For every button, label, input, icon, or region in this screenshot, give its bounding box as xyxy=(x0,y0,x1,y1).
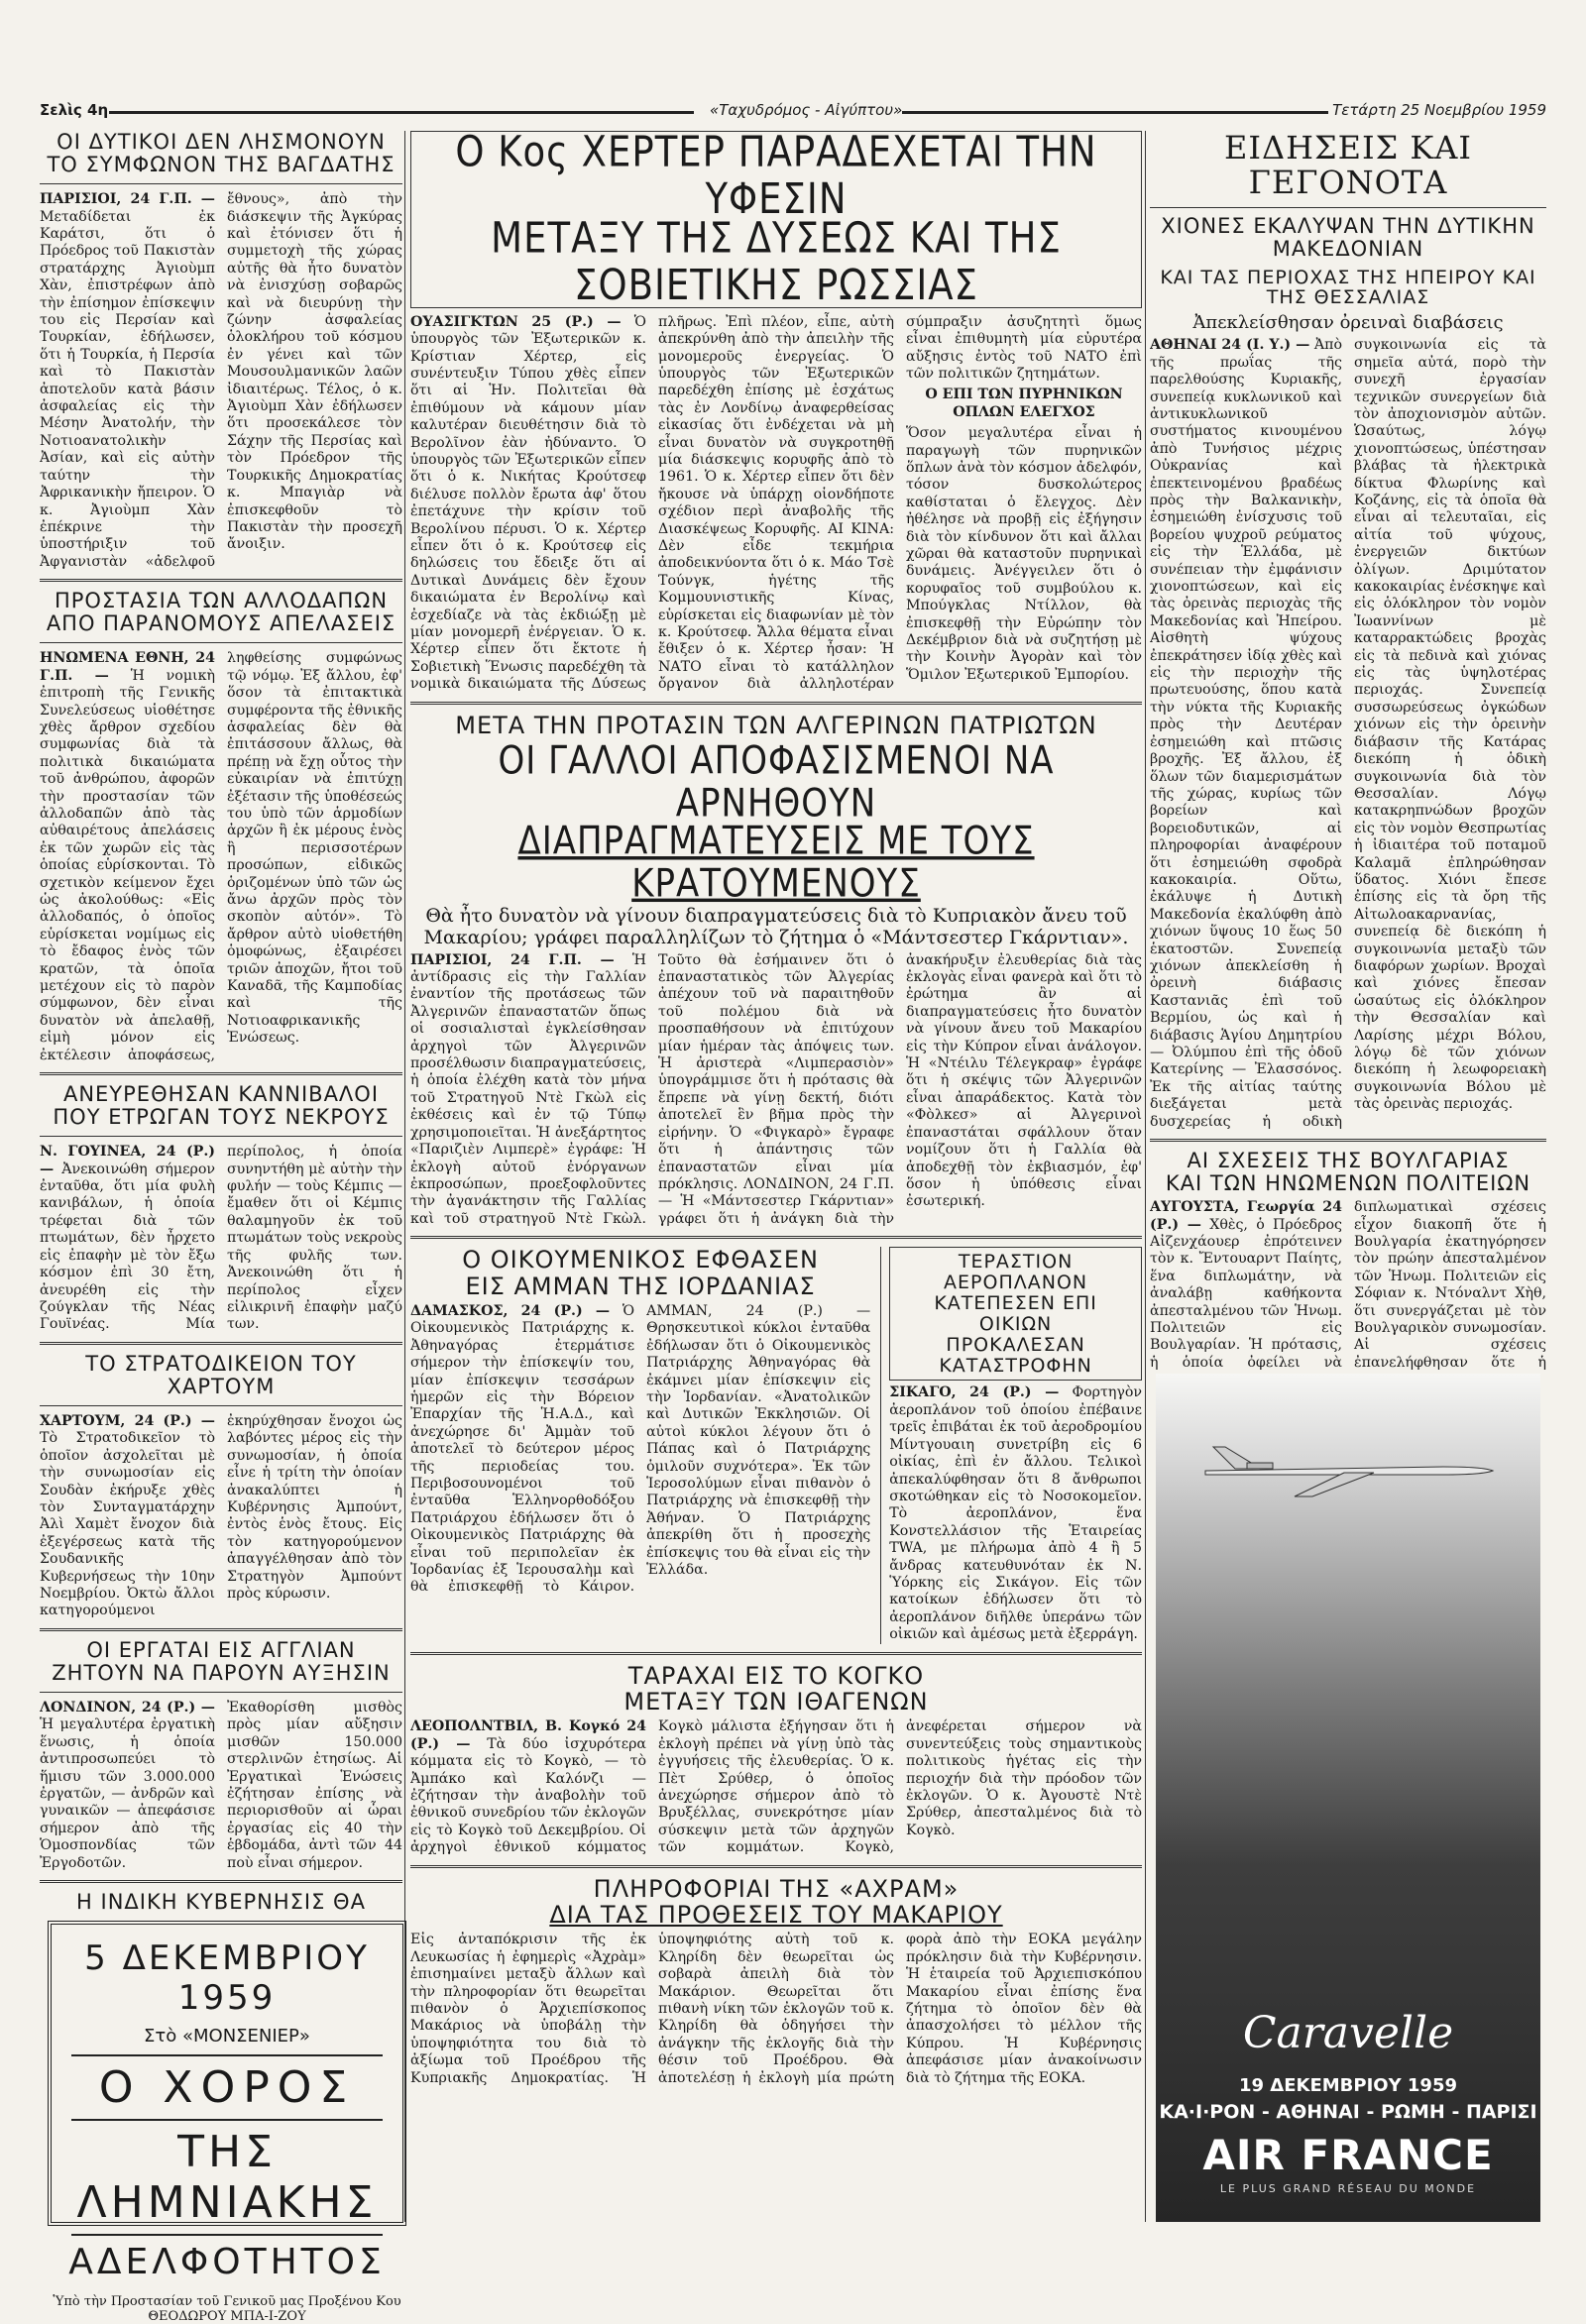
dateline: ΑΘΗΝΑΙ 24 (Ι. Υ.) — xyxy=(1150,337,1310,354)
divider xyxy=(40,1072,402,1075)
headline: ΤΟ ΣΤΡΑΤΟΔΙΚΕΙΟΝ ΤΟΥ ΧΑΡΤΟΥΜ xyxy=(85,1351,357,1398)
headline-line2: ΔΙΑ ΤΑΣ ΠΡΟΘΕΣΕΙΣ ΤΟΥ ΜΑΚΑΡΙΟΥ xyxy=(549,1901,1003,1929)
dateline: ΔΑΜΑΣΚΟΣ, 24 (Ρ.) — xyxy=(410,1302,611,1319)
body-text: Ὁ Οἰκουμενικὸς Πατριάρχης κ. Ἀθηναγόρας ἐτερμάτισε σήμερον τὴν ἐπίσκεψίν του, μίαν ἐπίσκεψιν τεσσάρων ἡμερῶν εἰς τὴν Βόρειον Ἐπαρχίαν τῆς Ἡ.Α.Δ., καὶ ἀνεχώρησε δι' Ἀμμὰν τοῦ ἀποτελεῖ τὸ δεύτερον μέρος τῆς περιοδείας του. Περιβοσουνομένοι τοῦ ἐνταῦθα Ἑλληνορθοδόξου Πατριάρχου ἐδήλωσεν ὅτι ὁ Οἰκουμενικὸς Πατριάρχης θὰ εἶναι τοῦ περιπολεῖαν ἐκ Ἰορδανίας ἐξ Ἱερουσαλὴμ καὶ θὰ ἐπισκεφθῇ τὸ Κάιρον. ΑΜΜΑΝ, 24 (Ρ.) — Θρησκευτικοὶ κύκλοι ἐνταῦθα ἐδήλωσαν ὅτι ὁ Οἰκουμενικὸς Πατριάρχης Ἀθηναγόρας θὰ ἐκάμνει μίαν ἐπίσκεψιν εἰς τὴν Ἱορδανίαν. «Ἀνατολικῶν καὶ Δυτικῶν Ἐκκλησιῶν. Οἱ αὐτοὶ κύκλοι λέγουν ὅτι ὁ Πάπας καὶ ὁ Πατριάρχης ὁμιλοῦν συχνότερα». Ἐκ τῶν Ἱεροσολύμων εἶναι πιθανὸν ὁ Πατριάρχης νὰ ἐπισκεφθῇ τὴν Ἀθήναν. Ὁ Πατριάρχης ἀπεκρίθη ὅτι ἡ προσεχὴς ἐπίσκεψις του θὰ εἶναι εἰς τὴν Ἑλλάδα. xyxy=(410,1302,871,1596)
divider xyxy=(40,1880,402,1883)
dateline: Ν. ΓΟΥΙΝΕΑ, 24 (Ρ.) — xyxy=(40,1144,215,1177)
center-mid-row xyxy=(410,1247,1142,1643)
rule xyxy=(40,642,402,643)
deck: Ἀπεκλείσθησαν ὀρειναὶ διαβάσεις xyxy=(1192,312,1504,334)
article-snow xyxy=(1150,131,1546,1131)
dateline: ΑΥΓΟΥΣΤΑ, Γεωργία 24 (Ρ.) — xyxy=(1150,1199,1342,1233)
headline: ΠΡΟΣΤΑΣΙΑ ΤΩΝ ΑΛΛΟΔΑΠΩΝ ΑΠΟ ΠΑΡΑΝΟΜΟΥΣ ΑΠΕΛΑΣΕΙΣ xyxy=(46,589,396,636)
headline-line2: ΜΕΤΑΞΥ ΤΩΝ ΙΘΑΓΕΝΩΝ xyxy=(623,1687,929,1715)
ad-title-line2: ΤΗΣ ΛΗΜΝΙΑΚΗΣ xyxy=(76,2127,378,2228)
newspaper-name: «Ταχυδρόμος - Αἰγύπτου» xyxy=(710,101,903,119)
ad-date: 5 ΔΕΚΕΜΒΡΙΟΥ 1959 xyxy=(84,1938,370,2018)
ad-date: 19 ΔΕΚΕΜΒΡΙΟΥ 1959 xyxy=(1238,2075,1457,2096)
rule xyxy=(40,1405,402,1406)
headline-line1: Ο Κος ΧΕΡΤΕΡ ΠΑΡΑΔΕΧΕΤΑΙ ΤΗΝ ΥΦΕΣΙΝ xyxy=(455,131,1097,223)
divider xyxy=(410,702,1142,705)
body-text: Εἰς ἀνταπόκρισιν τῆς ἐκ Λευκωσίας ἡ ἐφημερὶς «Ἀχρὰμ» ἐπισημαίνει μεταξὺ ἄλλων καὶ τὴν πληροφορίαν ὅτι θεωρεῖται πιθανὸν ὁ Ἀρχιεπίσκοπος Μακάριος νὰ ὑποβάλῃ τὴν ὑποψηφιότητα του διὰ τὸ ἀξίωμα τοῦ Προέδρου τῆς Κυπριακῆς Δημοκρατίας. Ἡ ὑποψηφιότης αὐτὴ τοῦ κ. Κληρίδη δὲν θεωρεῖται ὡς σοβαρὰ ἀπειλὴ διὰ τὸν Μακάριον. Θεωρεῖται ὅτι πιθανὴ νίκη τῶν ἐκλογῶν τοῦ κ. Κληρίδη θὰ ὁδηγήσει τὴν ἀνάγκην τῆς ἐκλογῆς διὰ τὴν θέσιν τοῦ Προέδρου. Θὰ ἀποτελέσῃ ἡ ἐκλογὴ μία πρώτη φορὰ ἀπὸ τὴν ΕΟΚΑ μεγάλην πρόκλησιν διὰ τὴν Κυβέρνησιν. Ἡ ἑταιρεία τοῦ Ἀρχιεπισκόπου Μακαρίου εἶναι ἐπίσης ἕνα ζήτημα τὸ ὁποῖον δὲν θὰ ἀπασχολήσει τὸ μέλλον τῆς Κύπρου. Ἡ Κυβέρνησις ἀπεφάσισε μίαν ἀνακοίνωσιν διὰ τὸ ζήτημα τῆς ΕΟΚΑ. xyxy=(410,1932,1142,2086)
headline-line3: ΠΡΟΚΑΛΕΣΑΝ ΚΑΤΑΣΤΡΟΦΗΝ xyxy=(939,1333,1092,1377)
ad-tagline: LE PLUS GRAND RÉSEAU DU MONDE xyxy=(1219,2182,1477,2195)
dateline: ΛΕΟΠΟΛΝΤΒΙΛ, Β. Κογκό 24 (Ρ.) — xyxy=(410,1718,646,1752)
article-india-oil xyxy=(40,1891,402,1915)
ad-patron: Ὑπὸ τὴν Προστασίαν τοῦ Γενικοῦ μας Προξένου Κου ΘΕΟΔΩΡΟΥ ΜΠΑ-Ι-ΖΟΥ xyxy=(53,2294,401,2324)
headline: ΟΙ ΕΡΓΑΤΑΙ ΕΙΣ ΑΓΓΛΙΑΝ ΖΗΤΟΥΝ ΝΑ ΠΑΡΟΥΝ ΑΥΞΗΣΙΝ xyxy=(52,1637,391,1685)
ad-airline: AIR FRANCE xyxy=(1202,2131,1494,2179)
ad-route: ΚΑ·Ι·ΡΟΝ - ΑΘΗΝΑΙ - ΡΩΜΗ - ΠΑΡΙΣΙ xyxy=(1159,2101,1537,2123)
dateline: ΛΟΝΔΙΝΟΝ, 24 (Ρ.) — xyxy=(40,1699,215,1715)
article-baghdad-pact xyxy=(40,131,402,571)
article-patriarch-amman xyxy=(410,1247,870,1643)
issue-date: Τετάρτη 25 Νοεμβρίου 1959 xyxy=(1332,101,1546,119)
divider xyxy=(40,579,402,582)
headline-line2: ΔΙΑΠΡΑΓΜΑΤΕΥΣΕΙΣ ΜΕ ΤΟΥΣ ΚΡΑΤΟΥΜΕΝΟΥΣ xyxy=(517,818,1035,907)
ad-venue: Στὸ «ΜΟΝΣΕΝΙΕΡ» xyxy=(144,2026,310,2047)
article-congo xyxy=(410,1663,1142,1857)
body-text: Ἡ μεγαλυτέρα ἐργατικὴ ἕνωσις, ἡ ὁποία ἀντιπροσωπεύει τὸ ἥμισυ τῶν 3.000.000 ἐργατῶν, — ἀνδρῶν καὶ γυναικῶν — ἀπεφάσισε σήμερον ἀπὸ τῆς Ὁμοσπονδίας τῶν Ἐργοδοτῶν. Ἐκαθορίσθη μισθὸς πρὸς μίαν αὔξησιν μισθῶν 150.000 στερλινῶν ἐτησίως. Αἱ Ἐργατικαὶ Ἑνώσεις ἐζήτησαν ἐπίσης νὰ περιορισθοῦν αἱ ὧραι ἐργασίας εἰς 40 τὴν ἑβδομάδα, ἀντὶ τῶν 44 ποὺ εἶναι σήμερον. xyxy=(40,1699,402,1871)
dateline: ΟΥΑΣΙΓΚΤΩΝ 25 (Ρ.) — xyxy=(410,313,622,330)
divider xyxy=(40,1628,402,1631)
advertisement-dance xyxy=(48,1921,406,2324)
divider xyxy=(410,1236,1142,1239)
headline-line1: ΧΙΟΝΕΣ ΕΚΑΛΥΨΑΝ ΤΗΝ ΔΥΤΙΚΗΝ ΜΑΚΕΔΟΝΙΑΝ xyxy=(1161,214,1535,262)
body-text: Τὰ δύο ἰσχυρότερα κόμματα εἰς τὸ Κογκὸ, — τὸ Ἀμπάκο καὶ Καλόνζι — ἐζήτησαν τὴν ἀναβολὴν τοῦ ἐθνικοῦ συνεδρίου τῶν ἐκλογῶν εἰς τὸ Κογκὸ τοῦ Δεκεμβρίου. Οἱ ἀρχηγοὶ ἐθνικοῦ κόμματος Κογκὸ μάλιστα ἐξήγησαν ὅτι ἡ ἐκλογὴ πρέπει νὰ γίνῃ ὑπὸ τὰς ἐγγυήσεις τῆς ἐλευθερίας. Ὁ κ. Πὲτ Σρύθερ, ὁ ὁποῖος ἀνεχώρησε σήμερον ἀπὸ τὸ Βρυξέλλας, συνεκρότησε μίαν σύσκεψιν μετὰ τῶν ἀρχηγῶν τῶν κομμάτων. Κογκὸ, ἀνεφέρεται σήμερον νὰ συνεντεύξεις τοὺς σημαντικοὺς πολιτικοὺς ἡγέτας εἰς τὴν περιοχήν διὰ τὴν πρόοδον τῶν ἐκλογῶν. Ὁ κ. Ἀγουστὲ Ντὲ Σρύθερ, ἀπεσταλμένος διὰ τὸ Κογκὸ. xyxy=(410,1718,1142,1856)
body-text: Ἡ ἀντίδρασις εἰς τὴν Γαλλίαν ἐναντίον τῆς προτάσεως τῶν Ἀλγερινῶν ἐπαναστατῶν ὅπως οἱ σοσιαλισταὶ ἐγκλείσθησαν ἀρχηγοὶ τῶν Ἀλγερινῶν προσέλθωσιν διαπραγματεύσεις, ἡ ὁποία ἐλέχθη κατὰ τὸν μήνα τοῦ Στρατηγοῦ Ντὲ Γκὼλ εἰς ἐκθέσεις καὶ ἐν τῷ Τύπῳ χρησιμοποιεῖται. Ἡ ἀνεξάρτητος «Παριζιὲν Λιμπερὲ» ἐγράφε: Ἡ ἐκλογὴ αὐτοῦ ἐνόργανων ἐκπροσώπων, προεξοφλοῦντες τὴν ἀγανάκτησιν τῆς Γαλλίας καὶ τοῦ στρατηγοῦ Ντὲ Γκὼλ. Τοῦτο θὰ ἐσήμαινεν ὅτι ὁ ἐπαναστατικὸς τῶν Ἀλγερίας ἀπέχουν τοῦ νὰ παραιτηθοῦν τοῦ πολέμου διὰ νὰ προσπαθήσουν νὰ ἐπιτύχουν μίαν ἡμέραν τὰς ἀπόψεις των. Ἡ ἀριστερὰ «Λιμπερασιὸν» ὑπογράμμισε ὅτι ἡ πρότασις θὰ ἔπρεπε νὰ γίνῃ δεκτή, διότι ἀποτελεῖ ἓν βῆμα πρὸς τὴν εἰρήνην. Ὁ «Φιγκαρὸ» ἔγραφε ὅτι ἡ ἀπάντησις τῶν ἐπαναστατῶν εἶναι μία πρόκλησις. ΛΟΝΔΙΝΟΝ, 24 Γ.Π. — Ἡ «Μάντσεστερ Γκάρντιαν» γράφει ὅτι ἡ ἀνάγκη διὰ τὴν ἀνακήρυξιν ἐλευθερίας διὰ τὰς ἐκλογὰς εἶναι φανερὰ καὶ ὅτι τὸ ἐρώτημα ἂν αἱ διαπραγματεύσεις ἦτο δυνατὸν νὰ γίνουν ἄνευ τοῦ Μακαρίου εἰς τὴν Κύπρον εἶναι ἀνάλογον. Ἡ «Ντέιλυ Τέλεγκραφ» ἐγράφε ὅτι ἡ σκέψις τῶν Ἀλγερινῶν εἶναι ἀπαράδεκτος. Κατὰ τὸν «Φὸλκεσ» αἱ Ἀλγερινοὶ ἐπαναστάται σφάλλουν ὅταν νομίζουν ὅτι ἡ Γαλλία θὰ ἀποδεχθῇ τὸν ἐκβιασμόν, ἐφ' ὅσον ἡ ὑπόθεσις εἶναι ἐσωτερική. xyxy=(410,951,1142,1227)
column-divider-right xyxy=(1145,131,1146,2222)
headline-line2: ΕΙΣ ΑΜΜΑΝ ΤΗΣ ΙΟΡΔΑΝΙΑΣ xyxy=(465,1272,816,1300)
headline-box xyxy=(410,131,1142,308)
article-bulgaria xyxy=(1150,1150,1546,1370)
deck: Θὰ ἦτο δυνατὸν νὰ γίνουν διαπραγματεύσεις διὰ τὸ Κυπριακὸν ἄνευ τοῦ Μακαρίου; γράφει παραλληλίζων τὸ ζήτημα ὁ «Μάντσεστερ Γκάρντιαν». xyxy=(423,904,1129,948)
article-body xyxy=(410,314,1142,694)
article-body xyxy=(410,1303,870,1597)
rule xyxy=(40,183,402,184)
rule xyxy=(40,1136,402,1137)
rule xyxy=(1150,207,1546,208)
rule xyxy=(71,2119,383,2121)
article-algeria xyxy=(410,713,1142,1228)
article-body xyxy=(410,952,1142,1229)
dateline: ΣΙΚΑΓΟ, 24 (Ρ.) — xyxy=(889,1384,1060,1401)
dateline: ΠΑΡΙΣΙΟΙ, 24 Γ.Π. — xyxy=(40,191,215,208)
airplane-icon xyxy=(1195,1433,1503,1502)
article-body xyxy=(1150,1199,1546,1370)
article-body xyxy=(889,1384,1142,1643)
dateline: ΠΑΡΙΣΙΟΙ, 24 Γ.Π. — xyxy=(410,951,615,968)
divider xyxy=(40,1342,402,1345)
center-column xyxy=(410,131,1142,2222)
article-cannibals xyxy=(40,1083,402,1334)
headline-line1: ΟΙ ΓΑΛΛΟΙ ΑΠΟΦΑΣΙΣΜΕΝΟΙ ΝΑ ΑΡΝΗΘΟΥΝ xyxy=(498,738,1055,828)
dateline: ΧΑΡΤΟΥΜ, 24 (Ρ.) — xyxy=(40,1412,215,1429)
article-body xyxy=(40,1700,402,1872)
masthead-rule-right xyxy=(902,111,1328,114)
masthead-rule-left xyxy=(109,111,694,114)
left-column xyxy=(40,131,402,1915)
section-title: ΕΙΔΗΣΕΙΣ ΚΑΙ ΓΕΓΟΝΟΤΑ xyxy=(1223,131,1473,202)
article-body xyxy=(40,1144,402,1333)
dateline: ΗΝΩΜΕΝΑ ΕΘΝΗ, 24 Γ.Π. — xyxy=(40,650,215,684)
page-number: Σελὶς 4η xyxy=(40,101,109,119)
divider xyxy=(1150,1139,1546,1142)
headline: Η ΙΝΔΙΚΗ ΚΥΒΕΡΝΗΣΙΣ ΘΑ xyxy=(76,1890,366,1915)
article-body xyxy=(410,1932,1142,2087)
body-text: Φορτηγὸν ἀεροπλάνον τοῦ ὁποίου ἐπέβαινε τρεῖς ἐπιβάται ἐκ τοῦ ἀεροδρομίου Μίντγουαιη συνετρίβη εἰς 6 οἰκίας, ἐπὶ ἐν ἄλλου. Τελικοὶ ἀπεκαλύφθησαν ὅτι 8 ἄνθρωποι σκοτώθηκαν εἰς τὸ Νοσοκομεῖον. Τὸ ἀεροπλάνον, ἕνα Κονστελλάσιον τῆς Ἑταιρείας TWA, με πλήρωμα ἀπὸ 4 ἢ 5 ἄνδρας κατευθυνόταν ἐκ Ν. Ὑόρκης εἰς Σικάγον. Εἰς τῶν κατοίκων ἐδήλωσεν ὅτι τὸ ἀεροπλάνον διῆλθε ὑπεράνω τῶν οἰκιῶν καὶ ἀμέσως μετὰ ἐξερράγη. xyxy=(889,1384,1142,1643)
headline-box xyxy=(889,1247,1142,1381)
body-text: Χθὲς, ὁ Πρόεδρος Αἰζενχάουερ ἐπρότεινεν τὸν κ. Ἔντουαρντ Παίητς, ἕνα διπλωμάτην, νὰ ἀναλάβῃ καθήκοντα ἀπεσταλμένου τῶν Ἡνωμ. Πολιτειῶν εἰς Βουλγαρίαν. Ἡ πρότασις, ἡ ὁποία ὀφείλει νὰ διπλωματικαὶ σχέσεις εἶχον διακοπῆ ὅτε ἡ Βουλγαρία ἐκατηγόρησεν τὸν πρώην ἀπεσταλμένον τῶν Ἡνωμ. Πολιτειῶν εἰς Σόφιαν κ. Ντόναλντ Χὴθ, ὅτι συνεργάζεται μὲ τὸν Βουλγαρικὸν συνωμοσίαν. Αἱ σχέσεις ἐπανελήφθησαν ὅτε ἡ xyxy=(1150,1199,1546,1370)
body-text: Τὸ Στρατοδικεῖον τὸ ὁποῖον ἀσχολεῖται μὲ τὴν συνωμοσίαν εἰς Σουδὰν ἐκήρυξε χθὲς τὸν Συνταγματάρχην Ἀλὶ Χαμὲτ ἔνοχον διὰ ἐξεγέρσεως κατὰ τῆς Σουδανικῆς Κυβερνήσεως τὴν 10ην Νοεμβρίου. Ὀκτὼ ἄλλοι κατηγορούμενοι ἐκηρύχθησαν ἔνοχοι ὡς λαβόντες μέρος εἰς τὴν συνωμοσίαν, ἡ ὁποία εἶνε ἡ τρίτη τὴν ὁποίαν ἀνακαλύπτει ἡ Κυβέρνησις Ἀμπούντ, ἐντὸς ἑνὸς ἔτους. Εἰς τὸν κατηγορούμενον ἀπαγγέλθησαν ἀπὸ τὸν Στρατηγὸν Ἀμπούντ πρὸς κύρωσιν. xyxy=(40,1412,402,1619)
rule xyxy=(40,1692,402,1693)
article-body xyxy=(410,1718,1142,1856)
rule xyxy=(71,2054,383,2056)
article-akhram xyxy=(410,1876,1142,2087)
headline: ΟΙ ΔΥΤΙΚΟΙ ΔΕΝ ΛΗΣΜΟΝΟΥΝ ΤΟ ΣΥΜΦΩΝΟΝ ΤΗΣ ΒΑΓΔΑΤΗΣ xyxy=(47,131,396,177)
ad-brand: Caravelle xyxy=(1242,2008,1454,2058)
masthead-strip xyxy=(40,99,1546,125)
article-body xyxy=(40,1413,402,1620)
body-text: Ὁ ὑπουργὸς τῶν Ἐξωτερικῶν κ. Κρίστιαν Χέρτερ, εἰς συνέντευξιν Τύπου χθὲς εἶπεν ὅτι αἱ Ἡν. Πολιτεῖαι θὰ ἐπιθύμουν νὰ κάμουν μίαν καλυτέραν διευθέτησιν διὰ τὸ Βερολῖνον ἐὰν ἠδύναντο. Ὁ ὑπουργὸς τῶν Ἐξωτερικῶν εἶπεν ὅτι ὁ κ. Νικήτας Κρούτσεφ διέλυσε πολλὸν ἔρωτα ἀφ' ὅτου ἐπετάχυνε τὴν κρίσιν τοῦ Βερολίνου πέρυσι. Ὁ κ. Χέρτερ εἶπεν ὅτι ὁ κ. Κρούτσεφ εἰς δηλώσεις του ἔδειξε ὅτι αἱ Δυτικαὶ Δυνάμεις δὲν ἔχουν δικαιώματα ἐν Βερολίνῳ καὶ ἐσχεδίαζε νὰ τὰς ἐκδιώξῃ μὲ μίαν μονομερῆ ἐνέργειαν. Ὁ κ. Χέρτερ εἶπεν ὅτι ἔκτοτε ἡ Σοβιετικὴ Ἕνωσις παρεδέχθη τὰ νομικὰ δικαιώματα τῆς Δύσεως πλῆρως. Ἐπὶ πλέον, εἶπε, αὐτὴ ἀπεκρύνθη ἀπὸ τὴν ἀπειλὴν τῆς μονομεροῦς ἐνεργείας. Ὁ ὑπουργὸς τῶν Ἐξωτερικῶν παρεδέχθη ἐπίσης μὲ ἐσχάτως τὰς ἐν Λονδίνῳ ἀναφερθείσας εἰκασίας ὅτι ἐνδέχεται νὰ μὴ εἶναι δυνατὸν νὰ συγκροτηθῇ μία διάσκεψις κορυφῆς ἀπὸ τὸ 1961. Ὁ κ. Χέρτερ εἶπεν ὅτι δὲν ἤκουσε νὰ ὑπάρχῃ οἱονδήποτε σχέδιον περὶ ἀναβολῆς τῆς Διασκέψεως Κορυφῆς. ΑΙ ΚΙΝΑ: Δὲν εἶδε τεκμήρια ἀποδεικνύοντα ὅτι ὁ κ. Μάο Τσὲ Τούνγκ, ἡγέτης τῆς Κομμουνιστικῆς Κίνας, εὑρίσκεται εἰς διαφωνίαν μὲ τὸν κ. Κρούτσεφ. Ἄλλα θέματα εἶναι ἔθιξεν ὁ κ. Χέρτερ ἦσαν: Ἡ ΝΑΤΟ εἶναι τὸ κατάλληλον ὄργανον διὰ ἀλληλοτέραν σύμπραξιν ἀσυζητητὶ ὅμως εἶναι ἐπιθυμητὴ μία εὐρυτέρα αὔξησις ἐντὸς τοῦ ΝΑΤΟ ἐπὶ τῶν πολιτικῶν ζητημάτων. xyxy=(410,313,1142,693)
headline-line2: ΚΑΙ ΤΑΣ ΠΕΡΙΟΧΑΣ ΤΗΣ ΗΠΕΙΡΟΥ ΚΑΙ ΤΗΣ ΘΕΣΣΑΛΙΑΣ xyxy=(1160,266,1536,309)
newspaper-page xyxy=(40,40,1546,2324)
ad-title-line3: ΑΔΕΛΦΟΤΗΤΟΣ xyxy=(68,2242,386,2282)
headline-line2: ΚΑΤΕΠΕΣΕΝ ΕΠΙ ΟΙΚΙΩΝ xyxy=(934,1291,1097,1335)
article-khartoum-court xyxy=(40,1353,402,1620)
body-text: Ὅσον μεγαλυτέρα εἶναι ἡ παραγωγὴ τῶν πυρηνικῶν ὅπλων ἀνὰ τὸν κόσμον ἀδελφόν, τόσον δυσκολώτερος καθίσταται ὁ ἔλεγχος. Δὲν ἠθέλησε νὰ προβῇ εἰς ἐξήγησιν διὰ τὸν κίνδυνον ὅτι καὶ ἄλλαι χῶραι θὰ καταστοῦν πυρηνικαὶ δυνάμεις. Ἀνέγγειλεν ὅτι ὁ κορυφαῖος τοῦ συμβούλου κ. Μπούγκλας Ντίλλον, θὰ ἐπισκεφθῇ τὴν Εὐρώπην τὸν Δεκέμβριον διὰ νὰ συζητήσῃ μὲ τὴν Κοινὴν Ἀγορὰν καὶ τὸν Ὅμιλον Ἐξωτερικοῦ Ἐμπορίου. xyxy=(906,425,1142,683)
divider xyxy=(410,1865,1142,1868)
article-aliens-protection xyxy=(40,590,402,1064)
headline-line1: Ο ΟΙΚΟΥΜΕΝΙΚΟΣ ΕΦΘΑΣΕΝ xyxy=(462,1246,819,1274)
column-divider-left xyxy=(404,131,405,2222)
body-text: Μεταδίδεται ἐκ Καράτσι, ὅτι ὁ Πρόεδρος τοῦ Πακιστὰν στρατάρχης Ἀγιοὺμπ Χὰν, ἐπιστρέφων ἀπὸ τὴν ἐπίσημον ἐπίσκεψιν του εἰς Περσίαν καὶ Τουρκίαν, ἐδήλωσεν, ὅτι ἡ Τουρκία, ἡ Περσία καὶ τὸ Πακιστὰν ἀποτελοῦν κατὰ βάσιν ἀσφαλείας εἰς τὴν Μέσην Ἀνατολήν, τὴν Νοτιοανατολικὴν Ἀσίαν, καὶ εἰς αὐτὴν ταύτην τὴν Ἀφρικανικὴν ἤπειρον. Ὁ κ. Ἀγιοὺμπ Χὰν ἐπέκρινε τὴν ὑποστήριξιν τοῦ Ἀφγανιστὰν «ἀδελφοῦ ἔθνους», ἀπὸ τὴν διάσκεψιν τῆς Ἀγκύρας καὶ ἐτόνισεν ὅτι ἡ συμμετοχὴ τῆς χώρας αὐτῆς θὰ ἦτο δυνατὸν νὰ ἐνισχύσῃ σοβαρῶς καὶ νὰ διευρύνῃ τὴν ζώνην ἀσφαλείας ὁλοκλήρου τοῦ κόσμου ἐν γένει καὶ τῶν Μουσουλμανικῶν λαῶν ἰδιαιτέρως. Τέλος, ὁ κ. Ἀγιοὺμπ Χὰν ἐδήλωσεν ὅτι προσεκάλεσε τὸν Σάχην τῆς Περσίας καὶ τὸν Πρόεδρον τῆς Τουρκικῆς Δημοκρατίας κ. Μπαγιὰρ νὰ ἐπισκεφθοῦν τὸ Πακιστὰν τὴν προσεχῆ ἄνοιξιν. xyxy=(40,191,402,570)
article-body xyxy=(1150,337,1546,1131)
headline-line1: ΠΛΗΡΟΦΟΡΙΑΙ ΤΗΣ «ΑΧΡΑΜ» xyxy=(593,1874,960,1903)
rule xyxy=(71,2234,383,2236)
ad-title-line1: Ο ΧΟΡΟΣ xyxy=(98,2062,356,2113)
article-uk-workers xyxy=(40,1639,402,1872)
right-column xyxy=(1150,131,1546,1370)
article-plane-crash xyxy=(880,1247,1142,1643)
body-text: Ἡ νομικὴ ἐπιτροπὴ τῆς Γενικῆς Συνελεύσεως υἱοθέτησε χθὲς ἄρθρον σχεδίου συμφωνίας διὰ τὰ πολιτικὰ δικαιώματα τοῦ ἀνθρώπου, ἀφορῶν τὴν προστασίαν τῶν ἀλλοδαπῶν ἀπὸ τὰς αὐθαιρέτους ἀπελάσεις ἐκ τῶν χωρῶν εἰς τὰς ὁποίας εὑρίσκονται. Τὸ σχετικὸν κείμενον ἔχει ὡς ἀκολούθως: «Εἰς ἀλλοδαπός, ὁ ὁποῖος εὑρίσκεται νομίμως εἰς τὸ ἔδαφος ἑνὸς τῶν κρατῶν, τὰ ὁποῖα μετέχουν εἰς τὸ παρὸν σύμφωνον, δὲν εἶναι δυνατὸν νὰ ἀπελαθῇ, εἰμὴ μόνον εἰς ἐκτέλεσιν ἀποφάσεως, ληφθείσης συμφώνως τῷ νόμῳ. Ἐξ ἄλλου, ἐφ' ὅσον τὰ ἐπιτακτικὰ συμφέροντα τῆς ἐθνικῆς ἀσφαλείας δὲν θὰ ἐπιτάσσουν ἄλλως, θὰ πρέπῃ νὰ ἔχῃ οὗτος τὴν εὐκαιρίαν νὰ ἐπιτύχῃ ἐξέτασιν τῆς ὑποθέσεώς του ὑπὸ τῶν ἁρμοδίων ἀρχῶν ἢ ἐκ μέρους ἑνὸς ἢ περισσοτέρων προσώπων, εἰδικῶς ὁριζομένων ὑπὸ τῶν ὡς ἄνω ἀρχῶν πρὸς τὸν σκοπὸν αὐτόν». Τὸ ἄρθρον αὐτὸ υἱοθετήθη ὁμοφώνως, ἐξαιρέσει τριῶν ἀποχῶν, ἤτοι τοῦ Καναδᾶ, τῆς Καμποδίας καὶ τῆς Νοτιοαφρικανικῆς Ἑνώσεως. xyxy=(40,650,402,1063)
headline: ΑΝΕΥΡΕΘΗΣΑΝ ΚΑΝΝΙΒΑΛΟΙ ΠΟΥ ΕΤΡΩΓΑΝ ΤΟΥΣ ΝΕΚΡΟΥΣ xyxy=(53,1082,390,1130)
headline-line1: ΑΙ ΣΧΕΣΕΙΣ ΤΗΣ ΒΟΥΛΓΑΡΙΑΣ xyxy=(1187,1149,1510,1173)
body-text: Ἀνεκοινώθη σήμερον ἐνταῦθα, ὅτι μία φυλὴ κανιβάλων, ἡ ὁποία τρέφεται διὰ τῶν πτωμάτων, δὲν ἦρχετο εἰς ἐπαφὴν μὲ τὸν ἔξω κόσμον ἐπὶ 30 ἔτη, ἀνευρέθη εἰς τὴν ζούγκλαν τῆς Νέας Γουϊνέας. Μία περίπολος, ἡ ὁποία συνηντήθη μὲ αὐτὴν τὴν φυλήν — τοὺς Κέμπις — ἔμαθεν ὅτι οἱ Κέμπις θαλαμηγοῦν ἐκ τοῦ πτωμάτων τοὺς νεκροὺς τῆς φυλῆς των. Ἀνεκοινώθη ὅτι ἡ περίπολος εἶχεν εἰλικρινῆ ἐπαφὴν μαζύ των. xyxy=(40,1144,402,1333)
article-herter xyxy=(410,131,1142,694)
body-text: Ἀπὸ τῆς πρωΐας τῆς παρελθούσης Κυριακῆς, συνεπείᾳ κυκλωνικοῦ καὶ ἀντικυκλωνικοῦ συστήματος κινουμένου ἀπὸ Τυνήσιος μέχρις Οὐκρανίας καὶ ἐπεκτεινομένου βραδέως πρὸς τὴν Βαλκανικὴν, ἐσημειώθη ἐνίσχυσις τοῦ βορείου ψυχροῦ ρεύματος εἰς τὴν Ἑλλάδα, μὲ συνέπειαν τὴν ἐμφάνισιν χιονοπτώσεων, καὶ εἰς τὰς ὀρεινὰς περιοχὰς τῆς Μακεδονίας καὶ Ἠπείρου. Αἰσθητὴ ψύχους ἐπεκράτησεν ἰδίᾳ χθὲς καὶ εἰς τὴν περιοχὴν τῆς πρωτευούσης, ὅπου κατὰ τὴν νύκτα τῆς Κυριακῆς πρὸς τὴν Δευτέραν ἐσημειώθη καὶ πτῶσις βροχῆς. Ἐξ ἄλλου, ἐξ ὅλων τῶν διαμερισμάτων τῆς χώρας, κυρίως τῶν βορείων καὶ βορειοδυτικῶν, αἱ πληροφορίαι ἀναφέρουν ὅτι ἐσημειώθη σφοδρὰ κακοκαιρία. Οὕτω, ἐκάλυψε ἡ Δυτικὴ Μακεδονία ἐκαλύφθη ἀπὸ χιόνων ὕψους 10 ἕως 50 ἑκατοστῶν. Συνεπείᾳ χιόνων ἀπεκλείσθη ἡ ὀρεινὴ διάβασις Καστανιᾶς ἐπὶ τοῦ Βερμίου, ὡς καὶ ἡ διάβασις Ἁγίου Δημητρίου — Ὀλύμπου ἐπὶ τῆς ὁδοῦ Κατερίνης — Ἐλασσόνος. Ἐκ τῆς αἰτίας ταύτης διεξάγεται μετὰ δυσχερείας ἡ οδικὴ συγκοινωνία εἰς τὰ σημεῖα αὐτά, πορὸ τὴν συνεχῆ ἐργασίαν τεχνικῶν συνεργείων διὰ τὸν ἀποχιονισμὸν αὐτῶν. Ὡσαύτως, λόγῳ χιονοπτώσεως, ὑπέστησαν βλάβας τὰ ἠλεκτρικὰ δίκτυα Φλωρίνης καὶ Κοζάνης, εἰς τὰ ὁποῖα θὰ εἶναι αἱ τελευταῖαι, εἰς αἰτία τοῦ ψύχους, ἐνεργειῶν δικτύων ὀλίγων. Δριμύτατον κακοκαιρίας ἐνέσκηψε καὶ εἰς ὁλόκληρον τὸν νομὸν Ἰωαννίνων μὲ καταρρακτώδεις βροχὰς εἰς τὰ πεδινὰ καὶ χιόνας εἰς τὰς ὑψηλοτέρας περιοχάς. Συνεπείᾳ συσσωρεύσεως ὀγκώδων χιόνων εἰς τὴν ὀρεινὴν διάβασιν τῆς Κατάρας διεκόπη ἡ ὁδικὴ συγκοινωνία διὰ τὸν Θεσσαλίαν. Λόγῳ κατακρηπνώδων βροχῶν εἰς τὸν νομὸν Θεσπρωτίας ἡ ἰδιαιτέρα τοῦ ποταμοῦ Καλαμᾶ ἐπληρώθησαν ὕδατος. Χιόνι ἔπεσε ἐπίσης εἰς τὰ ὄρη τῆς Αἰτωλοακαρνανίας, συνεπείᾳ δὲ διεκόπη ἡ συγκοινωνία μεταξὺ τῶν διαφόρων χωρίων. Βροχαὶ καὶ χιόνες ἔπεσαν ὡσαύτως εἰς ὁλόκληρον τὴν Θεσσαλίαν καὶ Λαρίσης μέχρι Βόλου, λόγῳ δὲ τῶν χιόνων διεκόπη ἡ λεωφορειακὴ συγκοινωνία Βόλου μὲ τὰς ὀρεινὰς περιοχάς. xyxy=(1150,337,1546,1130)
headline-line1: ΤΑΡΑΧΑΙ ΕΙΣ ΤΟ ΚΟΓΚΟ xyxy=(627,1661,925,1690)
article-body xyxy=(40,191,402,571)
headline-line1: ΤΕΡΑΣΤΙΟΝ ΑΕΡΟΠΛΑΝΟΝ xyxy=(944,1251,1088,1294)
kicker: ΜΕΤΑ ΤΗΝ ΠΡΟΤΑΣΙΝ ΤΩΝ ΑΛΓΕΡΙΝΩΝ ΠΑΤΡΙΩΤΩΝ xyxy=(455,711,1097,739)
subheading: Ο ΕΠΙ ΤΩΝ ΠΥΡΗΝΙΚΩΝ ΟΠΛΩΝ ΕΛΕΓΧΟΣ xyxy=(925,387,1123,420)
advertisement-air-france xyxy=(1156,1374,1540,2222)
divider xyxy=(410,1652,1142,1655)
headline-line2: ΚΑΙ ΤΩΝ ΗΝΩΜΕΝΩΝ ΠΟΛΙΤΕΙΩΝ xyxy=(1165,1171,1531,1196)
article-body xyxy=(40,650,402,1064)
headline-line2: ΜΕΤΑΞΥ ΤΗΣ ΔΥΣΕΩΣ ΚΑΙ ΤΗΣ ΣΟΒΙΕΤΙΚΗΣ ΡΩΣΣΙΑΣ xyxy=(491,213,1062,310)
